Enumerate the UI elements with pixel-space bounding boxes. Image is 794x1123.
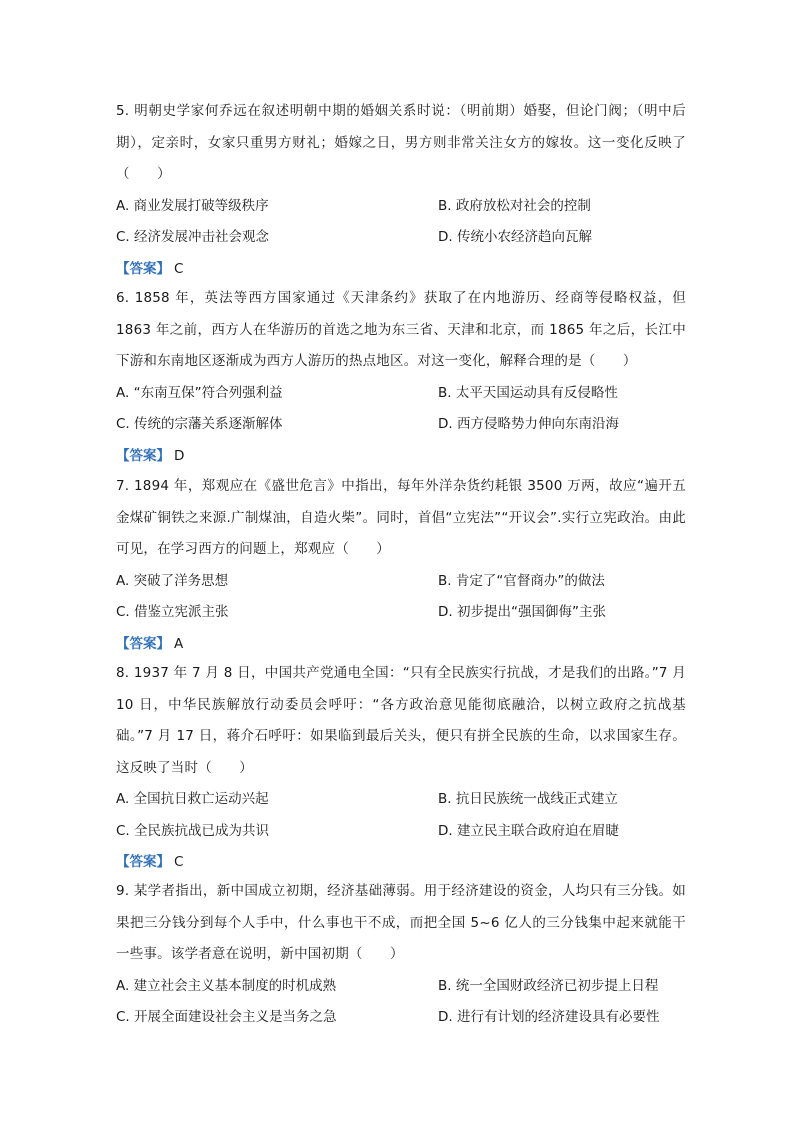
question-7	[116, 471, 686, 660]
option-row	[116, 566, 686, 598]
option-d: D. 传统小农经济趋向瓦解	[438, 229, 592, 245]
options	[116, 566, 686, 629]
question-5	[116, 96, 686, 285]
answer-line	[116, 441, 686, 473]
option-c: C. 经济发展冲击社会观念	[116, 229, 270, 245]
answer-line	[116, 254, 686, 286]
option-c: C. 全民族抗战已成为共识	[116, 822, 270, 839]
question-8	[116, 658, 686, 879]
option-c: C. 借鉴立宪派主张	[116, 604, 229, 620]
answer-value: A	[174, 635, 184, 652]
option-c: C. 开展全面建设社会主义是当务之急	[116, 1009, 337, 1025]
answer-label: 【答案】	[116, 447, 170, 464]
options	[116, 378, 686, 441]
answer-label: 【答案】	[116, 260, 170, 277]
option-a: A. 商业发展打破等级秩序	[116, 197, 269, 214]
answer-value: C	[174, 260, 184, 277]
option-row	[116, 597, 686, 629]
option-d: D. 西方侵略势力伸向东南沿海	[438, 416, 619, 432]
question-stem: 5. 明朝史学家何乔远在叙述明朝中期的婚姻关系时说：（明前期）婚娶，但论门阀；（明中后期），定亲时，女家只重男方财礼；婚嫁之日，男方则非常关注女方的嫁妆。这一变化反映了（ ）	[116, 103, 686, 182]
option-row	[116, 409, 686, 441]
question-stem: 6. 1858 年，英法等西方国家通过《天津条约》获取了在内地游历、经商等侵略权益，但 1863 年之前，西方人在华游历的首选之地为东三省、天津和北京，而 1865 年之后，长江中下游和东南地区逐渐成为西方人游历的热点地区。对这一变化，解释合理的是（ ）	[116, 290, 686, 369]
option-b: B. 政府放松对社会的控制	[438, 197, 591, 214]
option-row	[116, 816, 686, 848]
option-a: A. 全国抗日救亡运动兴起	[116, 791, 269, 807]
answer-label: 【答案】	[116, 635, 170, 652]
question-stem: 8. 1937 年 7 月 8 日，中国共产党通电全国：“只有全民族实行抗战，才是我们的出路。”7 月 10 日，中华民族解放行动委员会呼吁：“各方政治意见能彻底融洽，以树立政府之抗战基础。”7 月 17 日，蒋介石呼吁：如果临到最后关头，便只有拼全民族的生命，以求国家生存。这反映了当时（ ）	[116, 665, 686, 776]
answer-label: 【答案】	[116, 854, 170, 870]
option-c: C. 传统的宗藩关系逐渐解体	[116, 416, 283, 432]
option-row	[116, 784, 686, 816]
option-row	[116, 971, 686, 1003]
option-d: D. 建立民主联合政府迫在眉睫	[438, 822, 619, 839]
options	[116, 191, 686, 254]
option-row	[116, 191, 686, 223]
question-stem: 7. 1894 年，郑观应在《盛世危言》中指出，每年外洋杂货约耗银 3500 万两，故应“遍开五金煤矿铜铁之来源.广制煤油，自造火柴”。同时，首倡“立宪法”“开议会”.实行立宪政治。由此可见，在学习西方的问题上，郑观应（ ）	[116, 478, 686, 557]
option-a: A. 建立社会主义基本制度的时机成熟	[116, 977, 337, 994]
option-b: B. 统一全国财政经济已初步提上日程	[438, 977, 659, 994]
answer-value: D	[174, 447, 185, 464]
option-d: D. 进行有计划的经济建设具有必要性	[438, 1009, 660, 1025]
option-b: B. 太平天国运动具有反侵略性	[438, 384, 618, 401]
option-a: A. 突破了洋务思想	[116, 572, 229, 589]
option-d: D. 初步提出“强国御侮”主张	[438, 604, 606, 620]
option-row	[116, 378, 686, 410]
question-6	[116, 283, 686, 472]
question-9	[116, 876, 686, 1034]
option-row	[116, 222, 686, 254]
answer-line	[116, 847, 686, 879]
option-a: A. “东南互保”符合列强利益	[116, 384, 283, 401]
options	[116, 971, 686, 1034]
question-stem: 9. 某学者指出，新中国成立初期，经济基础薄弱。用于经济建设的资金，人均只有三分钱。如果把三分钱分到每个人手中，什么事也干不成，而把全国 5~6 亿人的三分钱集中起来就能干一些事。该学者意在说明，新中国初期（ ）	[116, 883, 686, 962]
answer-value: C	[174, 854, 184, 870]
option-row	[116, 1002, 686, 1034]
answer-line	[116, 629, 686, 661]
option-b: B. 肯定了“官督商办”的做法	[438, 572, 605, 589]
options	[116, 784, 686, 847]
option-b: B. 抗日民族统一战线正式建立	[438, 791, 618, 807]
